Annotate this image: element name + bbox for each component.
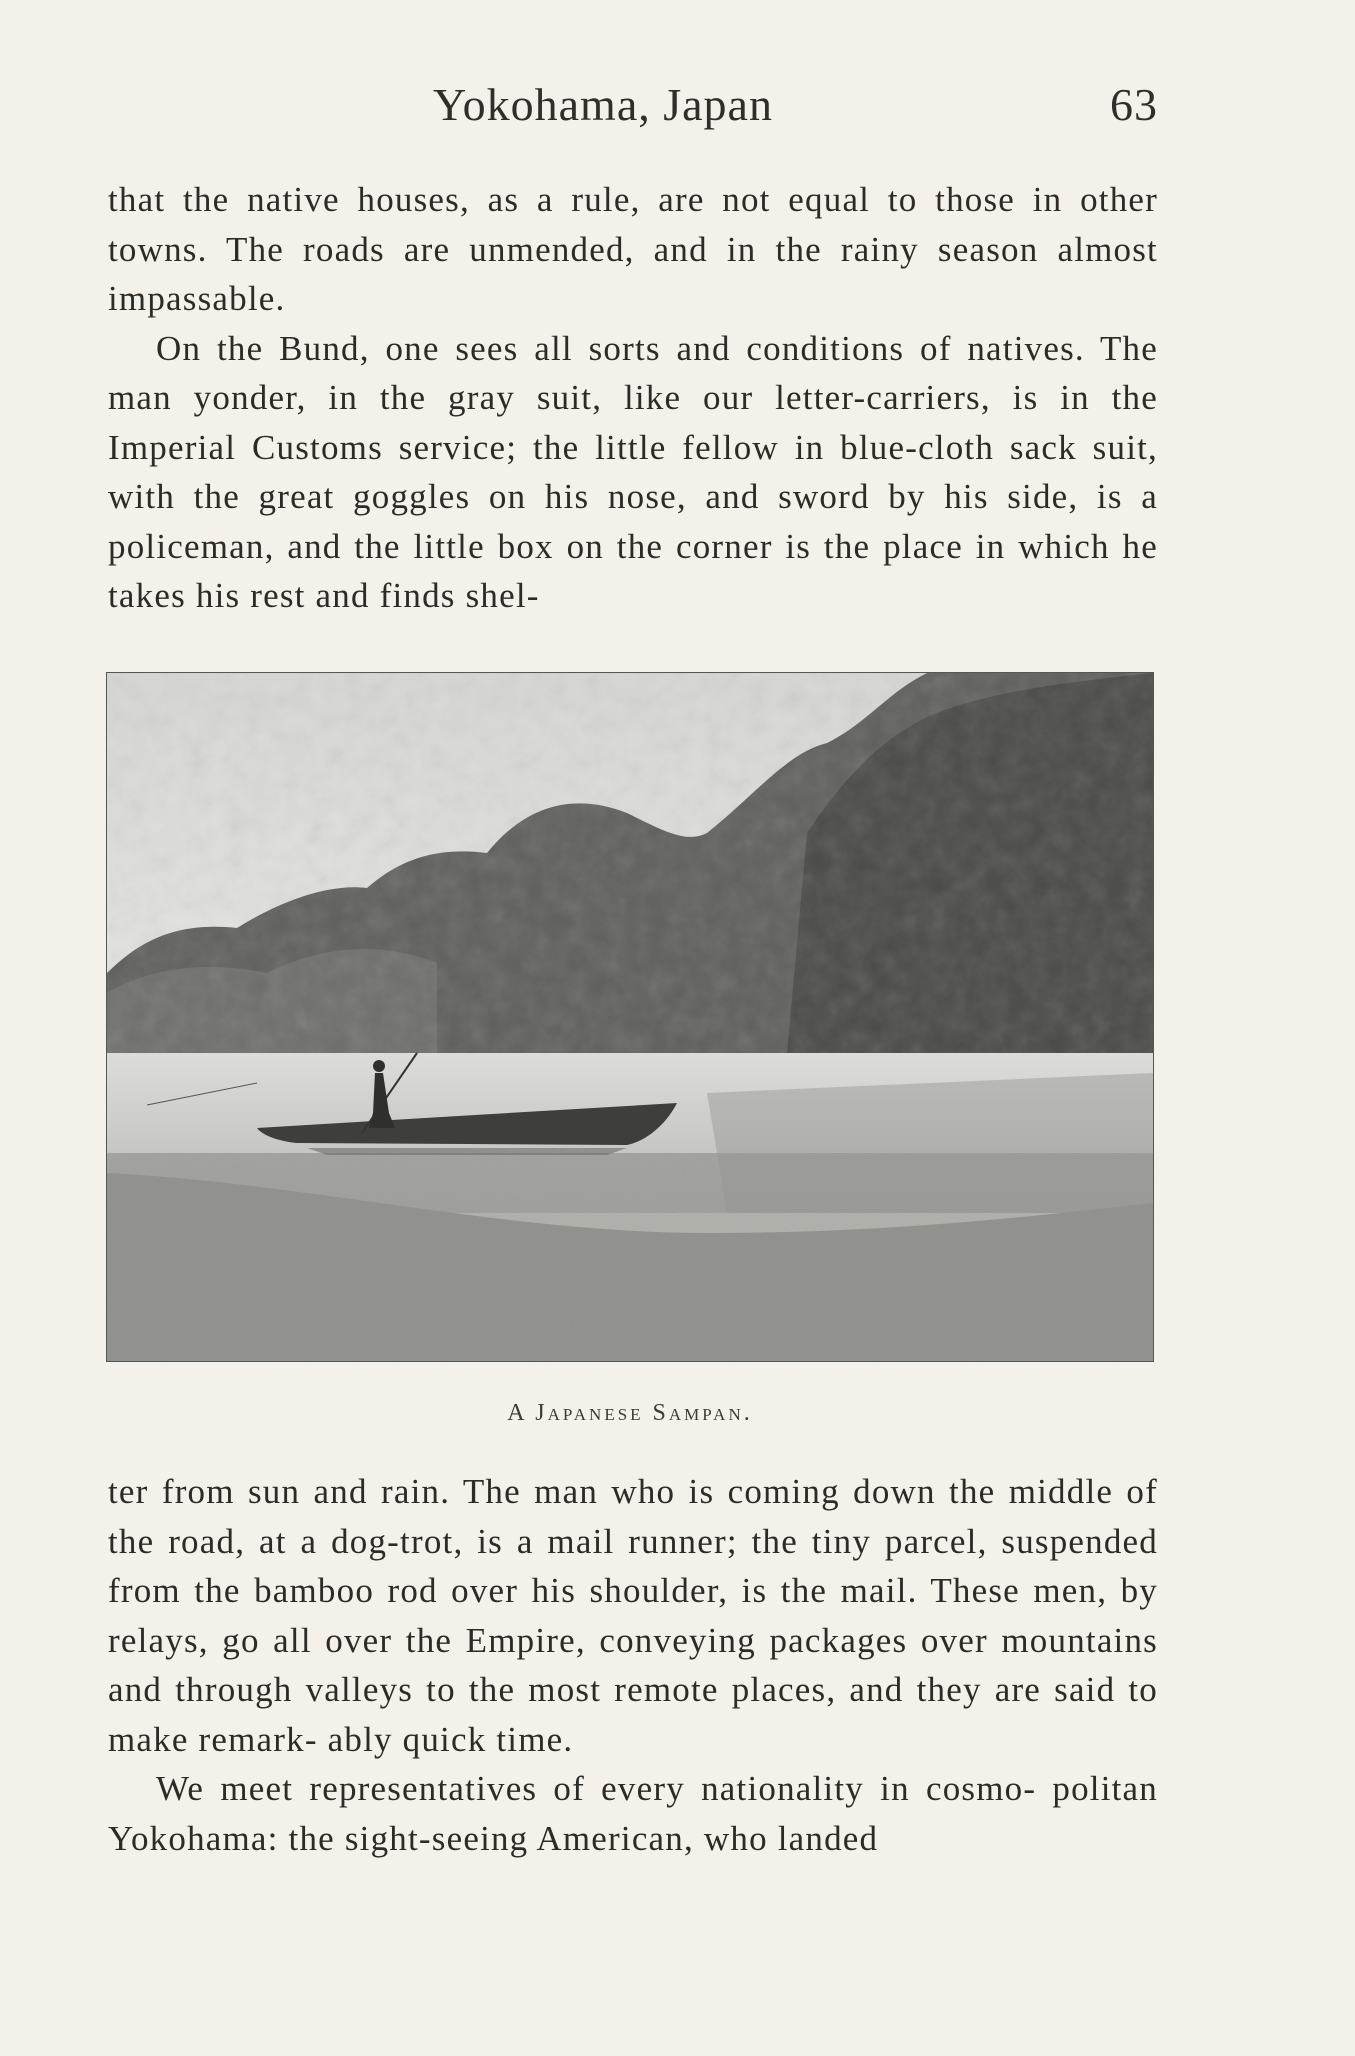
shore-texture — [107, 1153, 1153, 1361]
running-title: Yokohama, Japan — [433, 79, 773, 130]
paragraph-bund: On the Bund, one sees all sorts and conditions of natives. The man yonder, in the gray suit, like our letter-carriers, is in the Imperial Customs service; the little fellow in blue-cloth sack suit, with the great goggles on his nose, and sword by his side, is a policeman, and the little box on the corner is the place in which he takes his rest and finds shel- — [108, 328, 1158, 615]
sampan-reflection — [307, 1148, 627, 1155]
body-text-bottom — [108, 1467, 1158, 1863]
body-text-top — [108, 175, 1158, 621]
foliage-texture — [107, 673, 1153, 1063]
plate-caption: A Japanese Sampan. — [507, 1400, 753, 1426]
boatman-head — [373, 1060, 385, 1072]
paragraph-continuation: that the native houses, as a rule, are not equal to those in other towns. The roads are unmended, and in the rainy season almost impassable. — [108, 180, 1158, 318]
page-number: 63 — [1110, 79, 1158, 130]
photograph-plate — [106, 672, 1154, 1362]
sampan-photograph — [107, 673, 1153, 1361]
paragraph-nationalities: We meet representatives of every nationality in cosmo- politan Yokohama: the sight-seeing American, who landed — [108, 1769, 1158, 1858]
paragraph-mail-runner: ter from sun and rain. The man who is coming down the middle of the road, at a dog-trot, is a mail runner; the tiny parcel, suspended from the bamboo rod over his shoulder, is the mail. These men, by relays, go all over the Empire, conveying packages over mountains and through valleys to the most remote places, and they are said to make remark- ably quick time. — [108, 1472, 1158, 1759]
running-header — [108, 78, 1158, 138]
